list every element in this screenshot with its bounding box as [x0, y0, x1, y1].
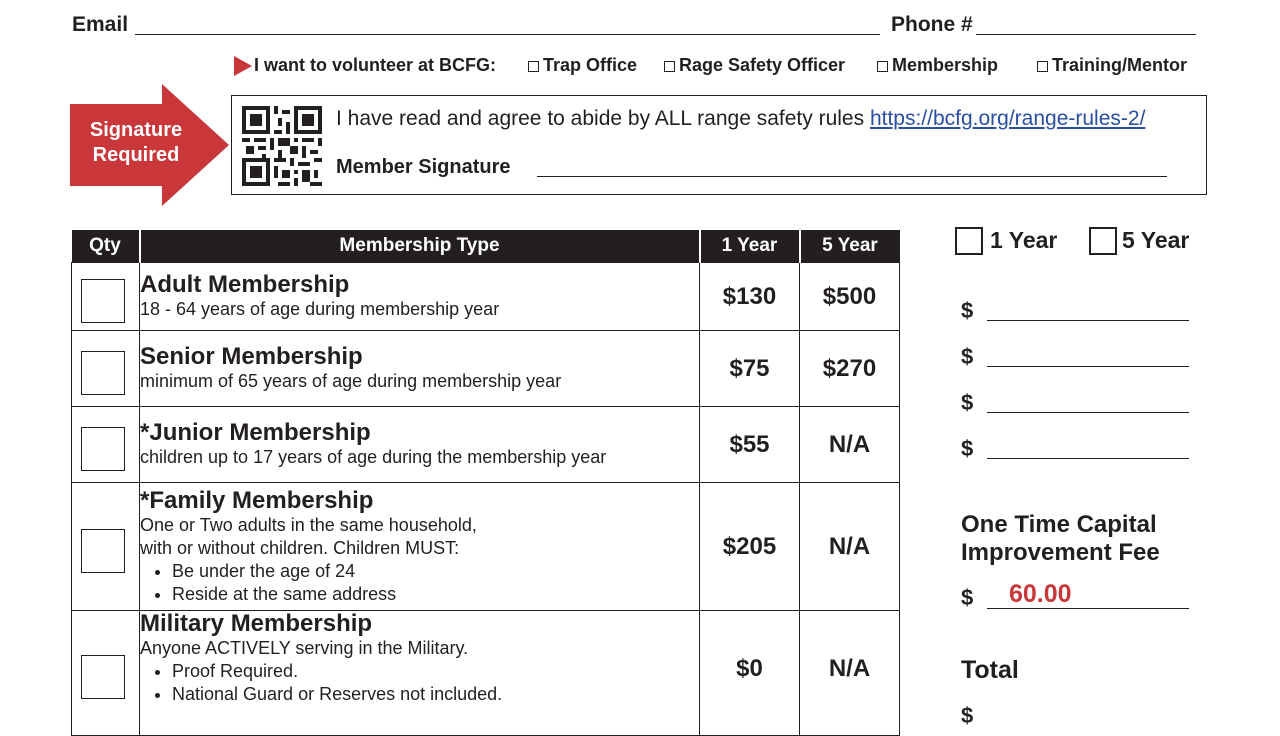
- checkbox[interactable]: [1089, 227, 1117, 255]
- header-1-year: 1 Year: [700, 230, 800, 263]
- amount-field[interactable]: [987, 458, 1189, 459]
- membership-description: children up to 17 years of age during the membership year: [140, 447, 607, 467]
- volunteer-arrow-icon: [234, 56, 252, 76]
- currency-symbol: $: [961, 703, 974, 728]
- price-1-year: $55: [700, 407, 800, 483]
- amount-field[interactable]: [987, 366, 1189, 367]
- membership-name: Senior Membership: [140, 343, 363, 370]
- checkbox[interactable]: [955, 227, 983, 255]
- amount-field[interactable]: [987, 320, 1189, 321]
- price-5-year: $500: [800, 263, 900, 331]
- qr-code-icon: [242, 106, 322, 186]
- membership-table: [71, 230, 900, 736]
- list-item: • Proof Required.: [172, 660, 699, 683]
- total-label: Total: [961, 656, 1019, 684]
- membership-name: Adult Membership: [140, 271, 350, 298]
- membership-name: Military Membership: [140, 610, 373, 637]
- member-signature-label: Member Signature: [336, 156, 511, 178]
- header-5-year: 5 Year: [800, 230, 900, 263]
- price-5-year: N/A: [800, 483, 900, 611]
- price-5-year: $270: [800, 331, 900, 407]
- header-membership-type: Membership Type: [140, 230, 700, 263]
- qty-input[interactable]: [81, 529, 125, 573]
- currency-symbol: $: [961, 585, 974, 610]
- currency-symbol: $: [961, 344, 974, 369]
- qty-input[interactable]: [81, 279, 125, 323]
- signature-box: [231, 95, 1207, 195]
- checkbox[interactable]: [1037, 61, 1048, 72]
- capital-fee-field[interactable]: [987, 608, 1189, 609]
- currency-symbol: $: [961, 436, 974, 461]
- table-header-row: [72, 230, 900, 263]
- phone-field[interactable]: [976, 34, 1196, 35]
- qty-input[interactable]: [81, 427, 125, 471]
- table-row: [72, 483, 900, 611]
- price-1-year: $0: [700, 611, 800, 736]
- membership-description: minimum of 65 years of age during membership year: [140, 371, 562, 391]
- membership-name: *Family Membership: [140, 486, 374, 514]
- qty-input[interactable]: [81, 351, 125, 395]
- checkbox[interactable]: [664, 61, 675, 72]
- email-label: Email: [72, 13, 129, 36]
- table-row: [72, 263, 900, 331]
- member-signature-field[interactable]: [537, 176, 1167, 177]
- table-row: [72, 611, 900, 736]
- signature-required-label: Signature Required: [89, 119, 183, 166]
- volunteer-prompt: I want to volunteer at BCFG:: [254, 55, 497, 75]
- volunteer-option-membership[interactable]: Membership: [877, 55, 998, 76]
- membership-description: One or Two adults in the same household, with or without children. Children MUST: • Be under the age of 24 • Reside at the same address: [140, 514, 699, 606]
- table-row: [72, 331, 900, 407]
- membership-name: *Junior Membership: [140, 419, 371, 446]
- price-1-year: $75: [700, 331, 800, 407]
- volunteer-option-trap-office[interactable]: Trap Office: [528, 55, 637, 76]
- email-field[interactable]: [135, 34, 880, 35]
- table-row: [72, 407, 900, 483]
- volunteer-option-training-mentor[interactable]: Training/Mentor: [1037, 55, 1187, 76]
- membership-description: Anyone ACTIVELY serving in the Military. • Proof Required. • National Guard or Reserves not included.: [140, 637, 699, 706]
- price-5-year: N/A: [800, 407, 900, 483]
- capital-fee-value: 60.00: [1009, 580, 1072, 608]
- checkbox[interactable]: [528, 61, 539, 72]
- header-qty: Qty: [72, 230, 140, 263]
- phone-label: Phone #: [891, 13, 973, 36]
- price-1-year: $205: [700, 483, 800, 611]
- list-item: • Be under the age of 24: [172, 560, 699, 583]
- price-5-year: N/A: [800, 611, 900, 736]
- checkbox[interactable]: [877, 61, 888, 72]
- volunteer-option-range-safety-officer[interactable]: Rage Safety Officer: [664, 55, 845, 76]
- qty-input[interactable]: [81, 655, 125, 699]
- membership-description: 18 - 64 years of age during membership year: [140, 299, 500, 319]
- currency-symbol: $: [961, 390, 974, 415]
- currency-symbol: $: [961, 298, 974, 323]
- agree-text: I have read and agree to abide by ALL range safety rules https://bcfg.org/range-rules-2/: [336, 107, 1146, 130]
- price-1-year: $130: [700, 263, 800, 331]
- capital-fee-title: One Time Capital Improvement Fee: [961, 511, 1160, 566]
- list-item: • National Guard or Reserves not included.: [172, 683, 699, 706]
- list-item: • Reside at the same address: [172, 583, 699, 606]
- amount-field[interactable]: [987, 412, 1189, 413]
- range-rules-link[interactable]: https://bcfg.org/range-rules-2/: [869, 107, 1146, 130]
